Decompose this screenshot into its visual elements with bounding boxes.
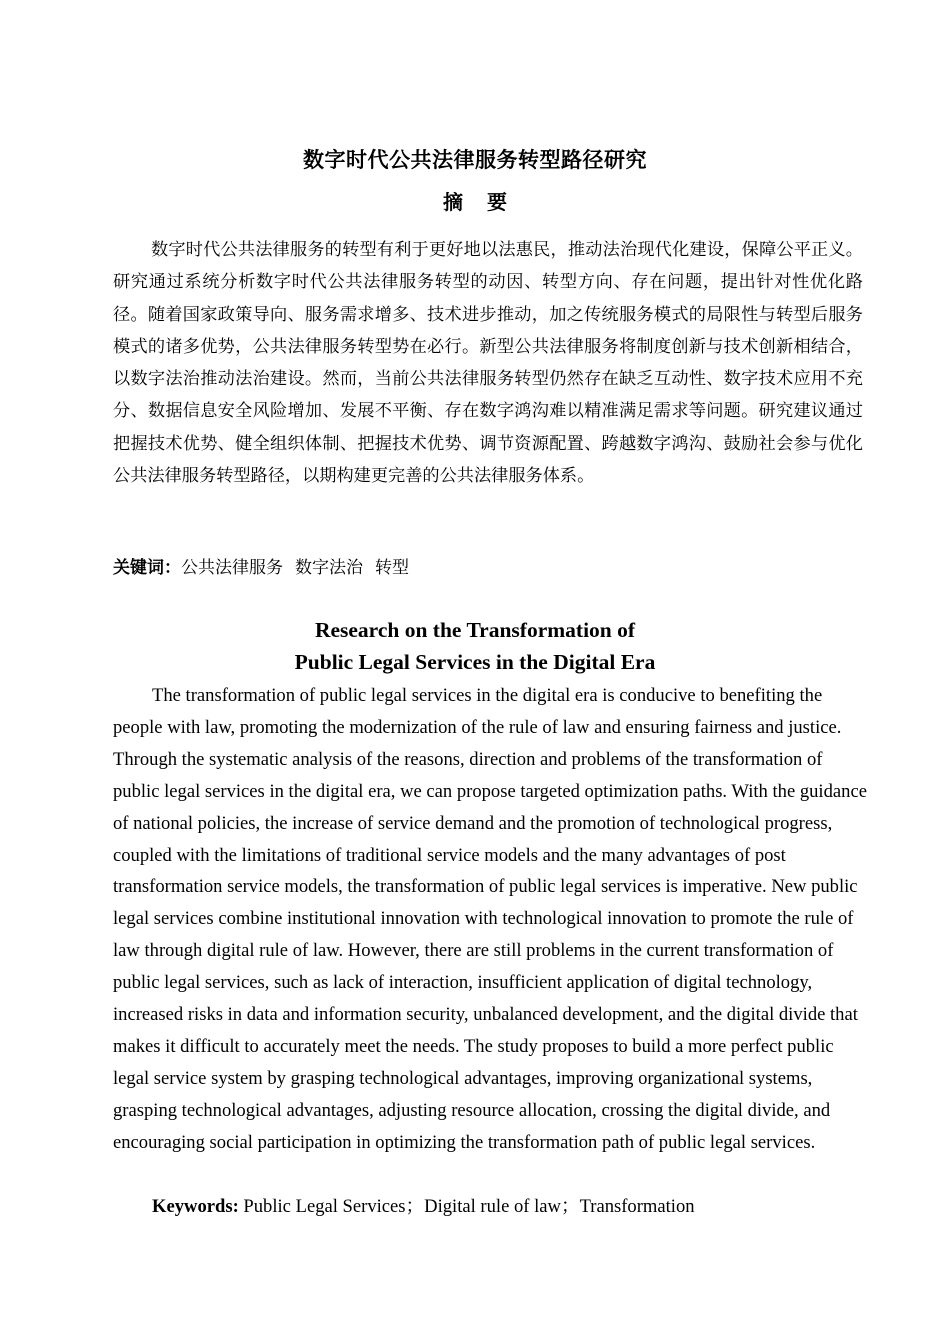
- chinese-keywords: [113, 554, 421, 582]
- chinese-abstract-heading: 摘要: [443, 190, 531, 214]
- english-keywords: [152, 1192, 695, 1222]
- english-keywords-label: Keywords:: [152, 1196, 239, 1217]
- english-abstract-paragraph: The transformation of public legal services in the digital era is conducive to benefiting the people with law, promoting the modernization of the rule of law and ensuring fairness and justice. Through the systematic analysis of the reasons, direction and problems of the transformation of public legal services in the digital era, we can propose targeted optimization paths. With the guidance of national policies, the increase of service demand and the promotion of technological progress, coupled with the limitations of traditional service models and the many advantages of post transformation service models, the transformation of public legal services is imperative. New public legal services combine institutional innovation with technological innovation to promote the rule of law through digital rule of law. However, there are still problems in the current transformation of public legal services, such as lack of interaction, insufficient application of digital technology, increased risks in data and information security, unbalanced development, and the digital divide that makes it difficult to accurately meet the needs. The study proposes to build a more perfect public legal service system by grasping technological advantages, improving organizational systems, grasping technological advantages, adjusting resource allocation, crossing the digital divide, and encouraging social participation in optimizing the transformation path of public legal services.: [113, 685, 867, 1153]
- chinese-keyword: 转型: [375, 558, 409, 578]
- chinese-keywords-label: 关键词：: [113, 558, 181, 578]
- chinese-title: 数字时代公共法律服务转型路径研究: [303, 148, 647, 172]
- english-title-line-1: Research on the Transformation of: [314, 618, 636, 642]
- chinese-keyword: 公共法律服务: [181, 558, 283, 578]
- english-keywords-list: Public Legal Services；Digital rule of law；Transformation: [238, 1196, 695, 1217]
- english-title-line-2: Public Legal Services in the Digital Era: [294, 650, 656, 674]
- chinese-keyword: 数字法治: [295, 558, 363, 578]
- chinese-abstract-paragraph: 数字时代公共法律服务的转型有利于更好地以法惠民，推动法治现代化建设，保障公平正义。研究通过系统分析数字时代公共法律服务转型的动因、转型方向、存在问题，提出针对性优化路径。随着国家政策导向、服务需求增多、技术进步推动，加之传统服务模式的局限性与转型后服务模式的诸多优势，公共法律服务转型势在必行。新型公共法律服务将制度创新与技术创新相结合，以数字法治推动法治建设。然而，当前公共法律服务转型仍然存在缺乏互动性、数字技术应用不充分、数据信息安全风险增加、发展不平衡、存在数字鸿沟难以精准满足需求等问题。研究建议通过把握技术优势、健全组织体制、把握技术优势、调节资源配置、跨越数字鸿沟、鼓励社会参与优化公共法律服务转型路径，以期构建更完善的公共法律服务体系。: [113, 240, 863, 487]
- english-title: [0, 614, 950, 678]
